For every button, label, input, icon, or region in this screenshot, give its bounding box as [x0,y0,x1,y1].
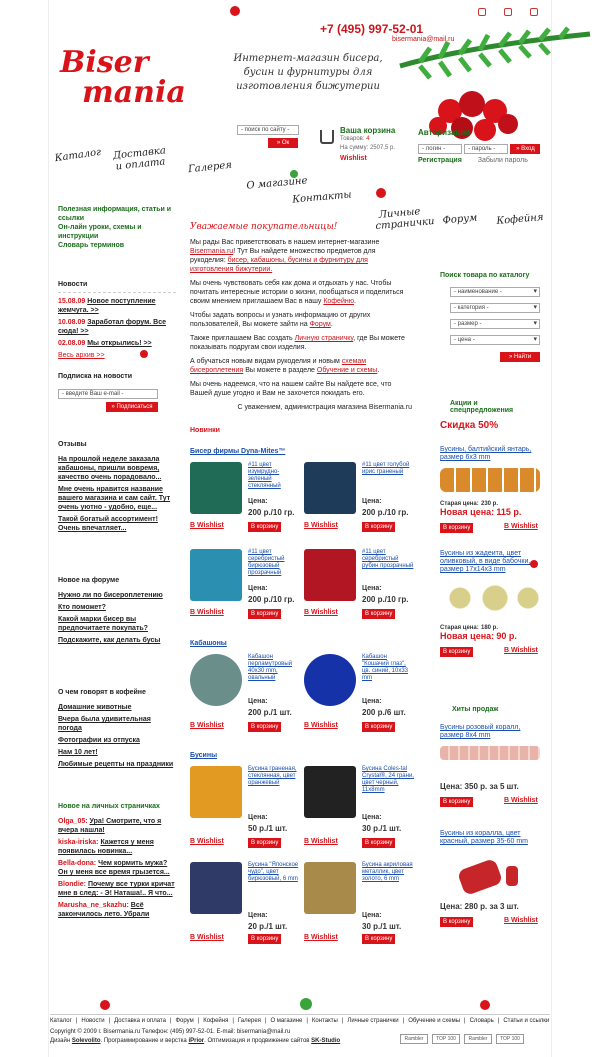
new-price: 115 р. [496,507,522,517]
cart-items-value: 4 [366,136,370,142]
footer-nav-item[interactable]: Галерея [237,1018,261,1024]
add-to-cart-button[interactable]: В корзину [362,722,395,732]
old-price: 180 р. [481,625,499,631]
password-input[interactable]: - пароль - [464,144,508,154]
group-title-cabochons[interactable]: Кабашоны [190,640,227,647]
personal-post-link[interactable]: Ура! Смотрите, что я вчера нашла! [58,818,162,834]
personal-post-link[interactable]: Чем кормить мужа? Он у меня все время грызется... [58,860,170,876]
add-to-cart-button[interactable]: В корзину [440,523,473,533]
price: 200 р./6 шт. [362,708,406,717]
add-to-cart-button[interactable]: В корзину [248,838,281,848]
wishlist-link[interactable]: В Wishlist [190,722,224,729]
price: 20 р./1 шт. [248,922,288,931]
product-name[interactable]: #11 цвет серебристый бирюзовый прозрачный [248,549,285,576]
product-name[interactable]: #11 цвет серебристый рубин прозрачный [362,549,414,569]
price: 200 р./1 шт. [248,708,292,717]
welcome-text: Вы можете в разделе [245,367,315,374]
top100-counter-badge[interactable]: TOP 100 [432,1034,460,1044]
product-card [190,862,300,946]
login-button[interactable]: » Вход [510,144,540,154]
news-block [58,280,176,360]
footer-nav-item[interactable]: Новости [81,1018,105,1024]
credit-label: . Оптимизация и продвижение сайтов [204,1038,310,1044]
register-link[interactable]: Регистрация [418,157,462,164]
add-to-cart-button[interactable]: В корзину [362,838,395,848]
credit-label: Дизайн [50,1038,71,1044]
new-price-label: Новая цена: [440,631,495,641]
product-card [304,862,414,946]
new-products-title: Новинки [190,427,220,434]
personal-post-link[interactable]: Кажется у меня появилась новинка... [58,839,154,855]
left-column [58,205,176,250]
footer-nav-item[interactable]: Доставка и оплата [114,1018,166,1024]
product-image[interactable] [190,654,242,706]
product-image[interactable] [304,549,356,601]
wishlist-link[interactable]: В Wishlist [304,609,338,616]
size-select[interactable]: - размер - ▾ [450,319,540,329]
new-price-label: Новая цена: [440,507,495,517]
wishlist-link[interactable]: В Wishlist [190,609,224,616]
cart-block [340,126,430,162]
top100-counter-badge[interactable]: TOP 100 [496,1034,524,1044]
promo-name[interactable]: Бусины, балтийский янтарь, размер 6x3 mm [440,446,532,461]
credit-link[interactable]: Solevolito [71,1038,101,1044]
name-select[interactable]: - наименование - ▾ [450,287,540,297]
logo-line2: mania [82,75,186,110]
product-image[interactable] [190,766,242,818]
home-icon[interactable] [478,8,486,16]
forum-link[interactable]: Нужно ли по бисероплетению [58,592,163,599]
welcome-title: Уважаемые покупательницы! [190,222,338,232]
footer-nav-item[interactable]: Форум [175,1018,194,1024]
sitemap-icon[interactable] [530,8,538,16]
coffee-link[interactable]: Нам 10 лет! [58,749,98,756]
promo-block [440,400,540,431]
price-label: Цена: [362,814,382,821]
credit-link[interactable]: iPrior [188,1038,205,1044]
price-label: Цена: [362,585,382,592]
schemes-link[interactable]: схемам бисероплетения [190,358,367,374]
credit-label: . Программирование и верстка [100,1038,187,1044]
subscribe-email-input[interactable]: - введите Ваш e-mail - [58,389,158,399]
counter-badges [400,1034,524,1044]
hits-block [440,706,540,713]
old-price: 230 р. [481,501,499,507]
login-input[interactable]: - логин - [418,144,462,154]
coffee-block [58,688,176,769]
product-name[interactable]: #11 цвет голубой ирис граненый [362,462,410,475]
coffee-link[interactable]: Любимые рецепты на праздники [58,761,174,768]
product-image[interactable] [304,766,356,818]
logo-line1: Biser [60,45,149,80]
wishlist-link[interactable]: В Wishlist [304,522,338,529]
nav-personal[interactable]: Личные странички [375,206,435,233]
product-card [304,549,414,619]
personal-post-link[interactable]: Всё закончилось лето. Убрали [58,902,150,918]
welcome-text: А обучаться новым видам рукоделия и новым [190,358,340,365]
price-label: Цена: [362,498,382,505]
copyright: Copyright © 2009 г. Bisermania.ru Телефон: (495) 997-52-01. E-mail: bisermania@mail.ru [50,1029,291,1035]
footer-nav-item[interactable]: Обучение и схемы [408,1018,461,1024]
wishlist-link[interactable]: В Wishlist [504,797,538,804]
find-button[interactable]: » Найти [500,352,540,362]
news-link[interactable]: Заработал форум. Все сюда! >> [58,319,166,335]
review-link[interactable]: Мне очень нравится название вашего магазина и сам сайт. Тут очень уютно - удобно, еще... [58,486,171,511]
mail-icon[interactable] [504,8,512,16]
products-link[interactable]: бисер, кабашоны, бусины и фурнитуру для изготовления бижутерии. [190,257,368,273]
price-select[interactable]: - цена - ▾ [450,335,540,345]
promo-image[interactable] [440,468,540,492]
discount-label: Скидка 50% [440,420,499,431]
product-image[interactable] [190,549,242,601]
site-search-button[interactable]: » Ок [268,138,298,148]
learning-link[interactable]: Обучение и схемы [316,367,378,374]
hit-name[interactable]: Бусины розовый коралл, размер 8x4 mm [440,724,521,739]
welcome-text: Мы очень чувствовать себя как дома и отдыхать у нас. Чтобы почитать интересные истории о жизни, пообщаться и поделиться своим мнением приглашаем Вас в нашу [190,280,404,305]
product-image[interactable] [190,462,242,514]
wishlist-link[interactable]: В Wishlist [190,934,224,941]
nav-catalog[interactable]: Каталог [54,146,102,165]
hit-image[interactable] [440,856,540,896]
coffee-title: О чем говорят в кофейне [58,689,146,696]
forgot-password-link[interactable]: Забыли пароль [477,157,528,164]
hit-item [440,830,540,927]
cart-sum-label: На сумму: [340,145,369,151]
user-name[interactable]: Marusha_ne_skazhu: [58,902,129,909]
add-to-cart-button[interactable]: В корзину [248,609,281,619]
footer-divider [50,1014,550,1015]
price-label: Цена: [248,698,268,705]
group-title-beads[interactable]: Бусины [190,752,218,759]
wishlist-link[interactable]: В Wishlist [504,917,538,924]
welcome-text: , где Вы можете показывать подругам свои изделия. [190,335,405,351]
wishlist-link[interactable]: В Wishlist [504,523,538,530]
auth-title: Авторизация [418,128,470,137]
welcome-text: Мы очень надеемся, что на нашем сайте Вы найдете все, что Вашей душе угодно и Вам не захочется покидать его. [190,381,392,397]
news-date: 15.08.09 [58,298,86,305]
price: 30 р./1 шт. [362,824,402,833]
product-card [304,462,414,532]
category-select[interactable]: - категория - ▾ [450,303,540,313]
price-label: Цена: [362,912,382,919]
welcome-text: Также приглашаем Вас создать [190,335,293,342]
product-name[interactable]: Бусина "Японское чудо", цвет бирюзовый, 6 mm [248,862,299,882]
catalog-search-block [440,272,540,362]
coffee-link[interactable]: Фотографии из отпуска [58,737,140,744]
forum-block [58,576,176,645]
product-card [190,462,300,532]
wishlist-link[interactable]: В Wishlist [504,647,538,654]
forum-link[interactable]: Форум [309,321,331,328]
phone-number: +7 (495) 997-52-01 [320,22,424,36]
footer-nav-item[interactable]: Каталог [50,1018,72,1024]
group-title-dyna[interactable]: Бисер фирмы Dyna-Mites™ [190,448,286,455]
product-image[interactable] [304,462,356,514]
welcome-text: Мы рады Вас приветствовать в нашем интернет-магазине [190,239,380,246]
welcome-text: Чтобы задать вопросы и узнать информацию от других пользователей, Вы можете зайти на [190,312,371,328]
hit-price: Цена: 280 р. за 3 шт. [440,902,519,911]
footer-nav-item[interactable]: Контакты [311,1018,338,1024]
price-label: Цена: [248,585,268,592]
price: 200 р./10 гр. [362,508,409,517]
product-name[interactable]: Бусина граненая, стеклянная, цвет оранжевый [248,766,297,786]
user-name[interactable]: Blondie: [58,881,86,888]
add-to-cart-button[interactable]: В корзину [440,917,473,927]
wishlist-link[interactable]: В Wishlist [190,522,224,529]
wishlist-link[interactable]: В Wishlist [304,838,338,845]
berry-decoration [376,188,386,198]
forum-link[interactable]: Какой марки бисер вы предпочитаете покупать? [58,616,148,632]
review-link[interactable]: Такой богатый ассортимент! Очень впечатляет... [58,516,158,532]
user-name[interactable]: kiska-iriska: [58,839,99,846]
news-link[interactable]: Новое поступление жемчуга. >> [58,298,156,314]
nav-delivery[interactable]: Доставка и оплата [112,145,167,173]
promo-item [440,550,540,657]
price-label: Цена: [362,698,382,705]
product-name[interactable]: Кабашон перламутровый 40x30 mm, овальный [248,654,293,681]
add-to-cart-button[interactable]: В корзину [362,522,395,532]
coffee-link[interactable]: Домашние животные [58,704,132,711]
cart-title[interactable]: Ваша корзина [340,126,396,135]
hit-name[interactable]: Бусины из коралла, цвет красный, размер 35-60 mm [440,830,529,845]
promo-image[interactable] [440,580,540,616]
hits-title: Хиты продаж [452,706,499,713]
product-card [304,654,414,730]
rambler-counter-badge[interactable]: Rambler [400,1034,428,1044]
logo[interactable] [60,45,210,118]
left-link-info[interactable]: Полезная информация, статьи и ссылки [58,206,172,222]
old-price-label: Старая цена: [440,625,479,631]
news-date: 02.08.09 [58,340,86,347]
footer-nav-item[interactable]: Статьи и ссылки [503,1018,550,1024]
price: 30 р./1 шт. [362,922,402,931]
review-link[interactable]: На прошлой неделе заказала кабашоны, пришли вовремя, качество очень порадовало... [58,456,162,481]
news-link[interactable]: Мы открылись! >> [87,340,152,347]
welcome-block: Уважаемые покупательницы! Мы рады Вас приветствовать в нашем интернет-магазине Bisermania.ru! Тут Вы найдете множество предметов для рукоделия: бисер, кабашоны, бусины и фурнитуру для изготовления бижутерии. Мы очень чувствовать себя как дома и отдыхать у нас. Чтобы почитать интересные истории о жизни, пообщаться и поделиться своим мнением приглашаем Вас в нашу Кофейню. Чтобы задать вопросы и узнать информацию от других пользователей, Вы можете зайти на Форум. Также приглашаем Вас создать Личную страничку, где Вы можете показывать подругам свои изделия. А обучаться новым видам рукоделия и новым схемам бисероплетения Вы можете в разделе Обучение и схемы. Мы очень надеемся, что на нашем сайте Вы найдете все, что Вашей душе угодно и Вам не захочется покидать его. С уважением, администрация магазина Bisermania.ru [190,222,412,411]
coffee-link[interactable]: Кофейню [323,298,354,305]
welcome-signature: С уважением, администрация магазина Bisermania.ru [237,404,412,411]
product-name[interactable]: Кабашон "Кошачий глаз", цв. синий, 10x33 mm [362,654,409,681]
add-to-cart-button[interactable]: В корзину [440,797,473,807]
price: 200 р./10 гр. [248,595,295,604]
left-link-lessons[interactable]: Он-лайн уроки, схемы и инструкции [58,224,142,240]
catalog-search-title: Поиск товара по каталогу [440,272,530,279]
promo-item [440,446,540,533]
berry-decoration [100,1000,110,1010]
add-to-cart-button[interactable]: В корзину [440,647,473,657]
product-card [190,549,300,619]
personal-pages-title: Новое на личных страничках [58,803,160,810]
news-date: 10.08.09 [58,319,86,326]
auth-block [418,128,568,164]
product-image[interactable] [190,862,242,914]
personal-post-link[interactable]: Почему все турки кричат мне в след: - Э! Наташа!.. Я что... [58,881,175,897]
site-link[interactable]: Bisermania.ru [190,248,234,255]
wishlist-link[interactable]: В Wishlist [304,722,338,729]
berry-decoration [230,6,240,16]
price: 50 р./1 шт. [248,824,288,833]
personal-pages-block [58,802,176,919]
reviews-block [58,440,176,533]
price: 200 р./10 гр. [248,508,295,517]
footer-nav: Каталог | Новости | Доставка и оплата | Форум | Кофейня | Галерея | О магазине | Контакты | Личные странички | Обучение и схемы | Словарь | Статьи и ссылки [50,1018,550,1024]
coffee-link[interactable]: Вчера была удивительная погода [58,716,151,732]
reviews-title: Отзывы [58,441,87,448]
news-title: Новости [58,281,88,288]
nav-forum[interactable]: Форум [442,212,478,227]
footer-nav-item[interactable]: Личные странички [347,1018,399,1024]
slogan: Интернет-магазин бисера, бусин и фурнитуры для изготовления бижутерии [233,53,383,92]
product-name[interactable]: #11 цвет изумрудно-зеленый стеклянный [248,462,281,489]
new-price: 90 р. [496,631,517,641]
subscribe-block [58,372,176,412]
cart-icon[interactable] [320,130,334,144]
wishlist-link[interactable]: В Wishlist [190,838,224,845]
subscribe-title: Подписка на новости [58,373,133,380]
user-name[interactable]: Olga_05: [58,818,88,825]
add-to-cart-button[interactable]: В корзину [362,934,395,944]
price: 200 р./10 гр. [362,595,409,604]
rambler-counter-badge[interactable]: Rambler [464,1034,492,1044]
add-to-cart-button[interactable]: В корзину [248,522,281,532]
cart-items-label: Товаров: [340,136,365,142]
price-label: Цена: [248,814,268,821]
forum-link[interactable]: Подскажите, как делать бусы [58,637,161,644]
hit-item [440,724,540,807]
left-link-dictionary[interactable]: Словарь терминов [58,242,125,249]
product-card [190,766,300,846]
promo-name[interactable]: Бусины из жадеита, цвет оливковый, в виде бабочки, размер 17x14x3 mm [440,550,531,573]
personal-page-link[interactable]: Личную страничку [294,335,354,342]
footer-nav-item[interactable]: О магазине [270,1018,303,1024]
subscribe-button[interactable]: » Подписаться [106,402,158,412]
footer-nav-item[interactable]: Словарь [469,1018,494,1024]
promo-title: Акции и спецпредложения [450,400,514,414]
wishlist-link[interactable]: В Wishlist [304,934,338,941]
cart-sum-value: 2507,5 р. [369,145,395,151]
nav-gallery[interactable]: Галерея [187,159,233,176]
add-to-cart-button[interactable]: В корзину [248,722,281,732]
berry-decoration [480,1000,490,1010]
header-wishlist[interactable]: Wishlist [340,155,367,162]
hit-price: Цена: 350 р. за 5 шт. [440,782,519,791]
forum-title: Новое на форуме [58,577,120,584]
site-search-input[interactable]: - поиск по сайту - [237,125,299,135]
nav-contacts[interactable]: Контакты [291,189,353,206]
footer-nav-item[interactable]: Кофейня [203,1018,229,1024]
forum-link[interactable]: Кто поможет? [58,604,106,611]
hit-image[interactable] [440,746,540,760]
berry-decoration [300,998,312,1010]
news-archive-link[interactable]: Весь архив >> [58,352,105,359]
user-name[interactable]: Bella-dona: [58,860,97,867]
product-card [304,766,414,846]
credit-link[interactable]: SK-Studio [311,1038,341,1044]
add-to-cart-button[interactable]: В корзину [362,609,395,619]
top-icons [478,8,538,16]
header-email[interactable]: bisermania@mail.ru [392,36,455,43]
add-to-cart-button[interactable]: В корзину [248,934,281,944]
price-label: Цена: [248,912,268,919]
nav-coffee[interactable]: Кофейня [496,211,544,228]
product-name[interactable]: Бусина Coles-tal Crystal®, 24 грани, цвет черный, 11x8mm [362,766,414,793]
price-label: Цена: [248,498,268,505]
product-card [190,654,300,730]
welcome-text: ! Тут Вы найдете множество предметов для рукоделия: [190,248,376,264]
nav-about[interactable]: О магазине [246,175,308,192]
product-image[interactable] [304,862,356,914]
product-name[interactable]: Бусина акриловая металлик, цвет золото, 6 mm [362,862,413,882]
product-image[interactable] [304,654,356,706]
old-price-label: Старая цена: [440,501,479,507]
